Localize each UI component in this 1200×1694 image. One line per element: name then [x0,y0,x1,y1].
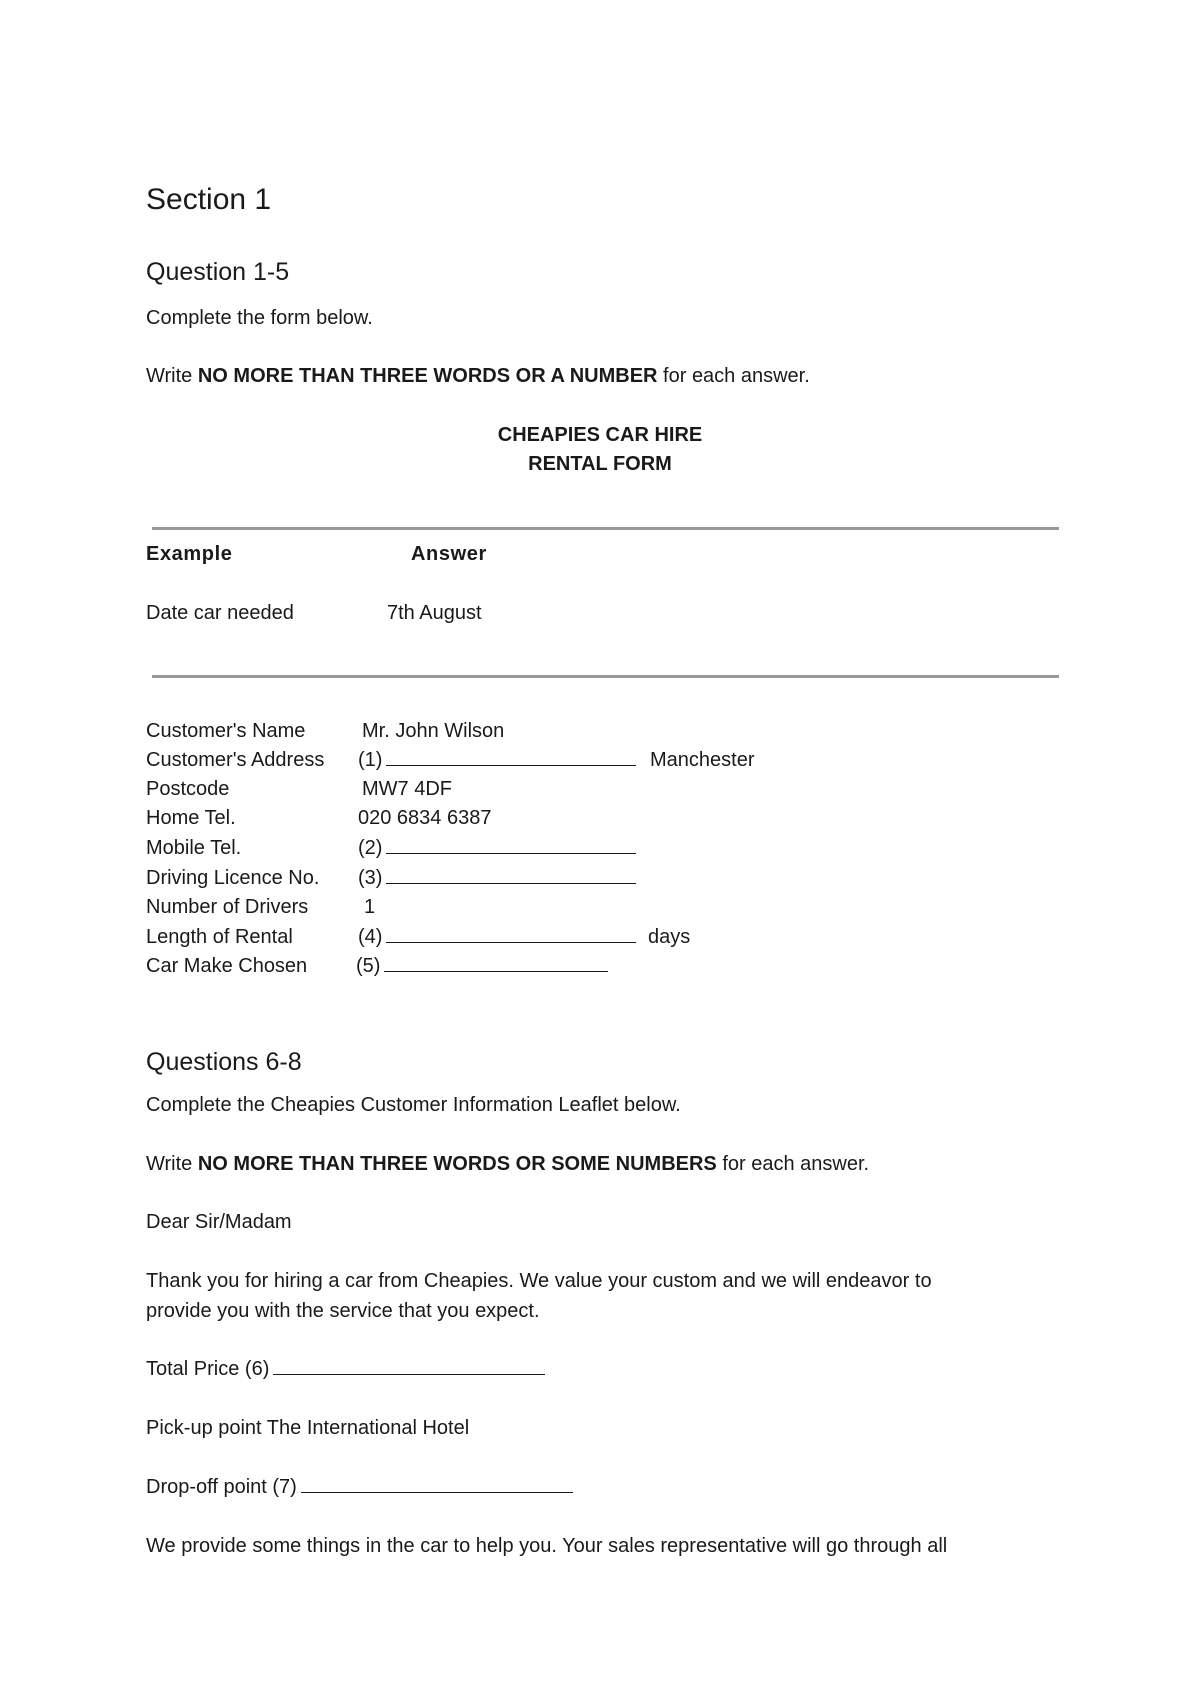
total-price-label: Total Price (6) [146,1358,270,1380]
form-label-car-make: Car Make Chosen [146,955,308,977]
leaflet-para2-line1: We provide some things in the car to help you. Your sales representative will go through all [146,1535,948,1557]
form-value-home-tel: 020 6834 6387 [358,807,492,829]
answer-label: Answer [411,543,487,565]
q2-word-limit [146,1153,869,1176]
form-value-car-make [356,955,608,978]
form-label-licence: Driving Licence No. [146,867,320,889]
form-value-mobile-tel [358,837,636,860]
section-title: Section 1 [146,183,272,216]
leaflet-salutation: Dear Sir/Madam [146,1211,292,1233]
answer-number-5: (5) [356,955,381,977]
form-label-mobile-tel: Mobile Tel. [146,837,242,859]
question-heading-1-5: Question 1-5 [146,258,290,286]
dropoff-line [146,1476,573,1499]
rental-unit: days [648,926,691,948]
leaflet-para1-line2: provide you with the service that you expect. [146,1300,540,1322]
answer-blank-4[interactable] [386,926,636,943]
answer-blank-7[interactable] [301,1476,573,1493]
form-title-line1: CHEAPIES CAR HIRE [497,424,703,446]
form-label-rental-length: Length of Rental [146,926,293,948]
form-value-postcode: MW7 4DF [362,778,452,800]
q1-instruction: Complete the form below. [146,307,373,329]
form-label-drivers: Number of Drivers [146,896,309,918]
q2-word-limit-post: for each answer. [716,1153,870,1175]
address-city: Manchester [650,749,755,771]
q1-word-limit-pre: Write [146,365,198,387]
form-value-address [358,749,755,772]
form-label-name: Customer's Name [146,720,306,742]
answer-blank-6[interactable] [273,1358,545,1375]
q1-word-limit-bold: NO MORE THAN THREE WORDS OR A NUMBER [197,365,658,387]
dropoff-label: Drop-off point (7) [146,1476,297,1498]
answer-number-3: (3) [358,867,383,889]
answer-number-1: (1) [358,749,383,771]
q2-word-limit-bold: NO MORE THAN THREE WORDS OR SOME NUMBERS [197,1153,717,1175]
answer-blank-1[interactable] [386,749,636,766]
form-label-postcode: Postcode [146,778,230,800]
answer-number-2: (2) [358,837,383,859]
form-value-licence [358,867,636,890]
example-top-rule [152,527,1059,530]
form-title-line2: RENTAL FORM [528,453,672,475]
form-value-drivers: 1 [364,896,376,918]
answer-blank-5[interactable] [384,955,608,972]
q2-word-limit-pre: Write [146,1153,198,1175]
pickup-point: Pick-up point The International Hotel [146,1417,470,1439]
example-label: Example [146,543,233,565]
form-label-address: Customer's Address [146,749,325,771]
form-label-home-tel: Home Tel. [146,807,236,829]
total-price-line [146,1358,545,1381]
answer-blank-3[interactable] [386,867,636,884]
question-heading-6-8: Questions 6-8 [146,1048,302,1076]
form-value-rental-length [358,926,690,949]
q1-word-limit [146,365,810,388]
example-field: Date car needed [146,602,294,624]
leaflet-para1-line1: Thank you for hiring a car from Cheapies. We value your custom and we will endeavor to [146,1270,932,1292]
example-value: 7th August [387,602,482,624]
answer-number-4: (4) [358,926,383,948]
answer-blank-2[interactable] [386,837,636,854]
example-bottom-rule [152,675,1059,678]
q1-word-limit-post: for each answer. [657,365,810,387]
form-value-name: Mr. John Wilson [362,720,505,742]
q2-instruction: Complete the Cheapies Customer Information Leaflet below. [146,1094,681,1116]
